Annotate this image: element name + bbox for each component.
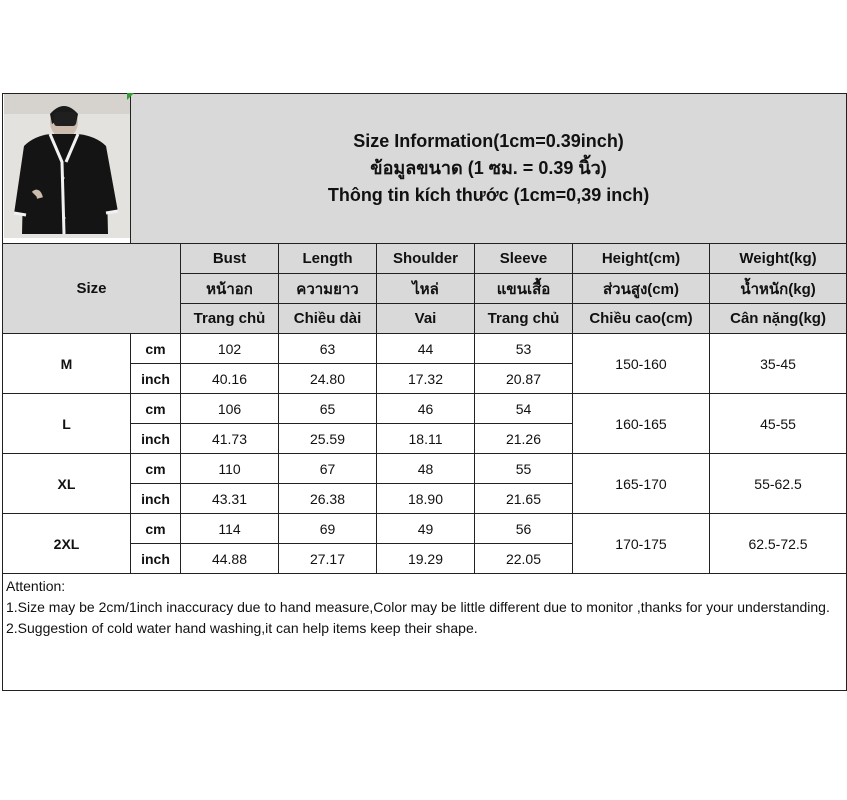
col-header-shoulder-vi: Vai xyxy=(377,304,475,334)
table-cell: 67 xyxy=(279,454,377,484)
table-cell: 65 xyxy=(279,394,377,424)
table-cell: 53 xyxy=(475,334,573,364)
table-row xyxy=(3,394,847,424)
table-row xyxy=(3,334,847,364)
table-cell: 110 xyxy=(181,454,279,484)
unit-inch: inch xyxy=(131,424,181,454)
table-cell: 21.65 xyxy=(475,484,573,514)
unit-inch: inch xyxy=(131,484,181,514)
unit-cm: cm xyxy=(131,334,181,364)
height-range: 170-175 xyxy=(573,514,710,574)
table-cell: 55 xyxy=(475,454,573,484)
table-cell: 41.73 xyxy=(181,424,279,454)
attention-heading: Attention: xyxy=(6,578,66,594)
col-header-sleeve-en: Sleeve xyxy=(475,244,573,274)
table-cell: 69 xyxy=(279,514,377,544)
attention-notes xyxy=(3,574,847,691)
col-header-shoulder-th: ไหล่ xyxy=(377,274,475,304)
size-chart xyxy=(2,93,830,705)
unit-cm: cm xyxy=(131,394,181,424)
col-header-height-en: Height(cm) xyxy=(573,244,710,274)
table-cell: 17.32 xyxy=(377,364,475,394)
table-row xyxy=(3,514,847,544)
weight-range: 62.5-72.5 xyxy=(710,514,847,574)
unit-inch: inch xyxy=(131,544,181,574)
table-cell: 114 xyxy=(181,514,279,544)
table-cell: 18.90 xyxy=(377,484,475,514)
col-header-length-en: Length xyxy=(279,244,377,274)
table-cell: 56 xyxy=(475,514,573,544)
table-cell: 27.17 xyxy=(279,544,377,574)
size-name: 2XL xyxy=(3,514,131,574)
attention-note-1: 1.Size may be 2cm/1inch inaccuracy due to hand measure,Color may be little different due to monitor ,thanks for your understanding. xyxy=(6,599,830,615)
col-header-weight-en: Weight(kg) xyxy=(710,244,847,274)
table-cell: 20.87 xyxy=(475,364,573,394)
title-thai: ข้อมูลขนาด (1 ซม. = 0.39 นิ้ว) xyxy=(370,158,607,178)
table-cell: 22.05 xyxy=(475,544,573,574)
table-cell: 102 xyxy=(181,334,279,364)
size-column-header: Size xyxy=(3,244,181,334)
attention-note-2: 2.Suggestion of cold water hand washing,it can help items keep their shape. xyxy=(6,620,478,636)
product-photo xyxy=(3,94,131,244)
col-header-length-vi: Chiều dài xyxy=(279,304,377,334)
table-cell: 44.88 xyxy=(181,544,279,574)
corner-marker xyxy=(127,93,134,100)
col-header-weight-th: น้ำหนัก(kg) xyxy=(710,274,847,304)
col-header-bust-en: Bust xyxy=(181,244,279,274)
table-cell: 46 xyxy=(377,394,475,424)
table-cell: 21.26 xyxy=(475,424,573,454)
weight-range: 45-55 xyxy=(710,394,847,454)
table-cell: 26.38 xyxy=(279,484,377,514)
title-english: Size Information(1cm=0.39inch) xyxy=(353,131,624,151)
title-block xyxy=(131,94,847,244)
table-cell: 48 xyxy=(377,454,475,484)
table-cell: 18.11 xyxy=(377,424,475,454)
table-cell: 25.59 xyxy=(279,424,377,454)
title-vietnamese: Thông tin kích thước (1cm=0,39 inch) xyxy=(327,185,650,205)
size-table xyxy=(2,93,847,691)
col-header-bust-vi: Trang chủ xyxy=(181,304,279,334)
col-header-sleeve-th: แขนเสื้อ xyxy=(475,274,573,304)
col-header-height-th: ส่วนสูง(cm) xyxy=(573,274,710,304)
table-cell: 43.31 xyxy=(181,484,279,514)
height-range: 165-170 xyxy=(573,454,710,514)
col-header-height-vi: Chiều cao(cm) xyxy=(573,304,710,334)
col-header-length-th: ความยาว xyxy=(279,274,377,304)
col-header-sleeve-vi: Trang chủ xyxy=(475,304,573,334)
col-header-weight-vi: Cân nặng(kg) xyxy=(710,304,847,334)
table-cell: 54 xyxy=(475,394,573,424)
weight-range: 55-62.5 xyxy=(710,454,847,514)
col-header-shoulder-en: Shoulder xyxy=(377,244,475,274)
size-name: M xyxy=(3,334,131,394)
table-cell: 63 xyxy=(279,334,377,364)
height-range: 150-160 xyxy=(573,334,710,394)
col-header-bust-th: หน้าอก xyxy=(181,274,279,304)
table-cell: 40.16 xyxy=(181,364,279,394)
table-cell: 106 xyxy=(181,394,279,424)
table-cell: 49 xyxy=(377,514,475,544)
table-cell: 19.29 xyxy=(377,544,475,574)
table-cell: 24.80 xyxy=(279,364,377,394)
size-name: XL xyxy=(3,454,131,514)
height-range: 160-165 xyxy=(573,394,710,454)
size-name: L xyxy=(3,394,131,454)
table-cell: 44 xyxy=(377,334,475,364)
pajama-top-image xyxy=(4,94,130,238)
unit-inch: inch xyxy=(131,364,181,394)
unit-cm: cm xyxy=(131,514,181,544)
unit-cm: cm xyxy=(131,454,181,484)
table-row xyxy=(3,454,847,484)
weight-range: 35-45 xyxy=(710,334,847,394)
